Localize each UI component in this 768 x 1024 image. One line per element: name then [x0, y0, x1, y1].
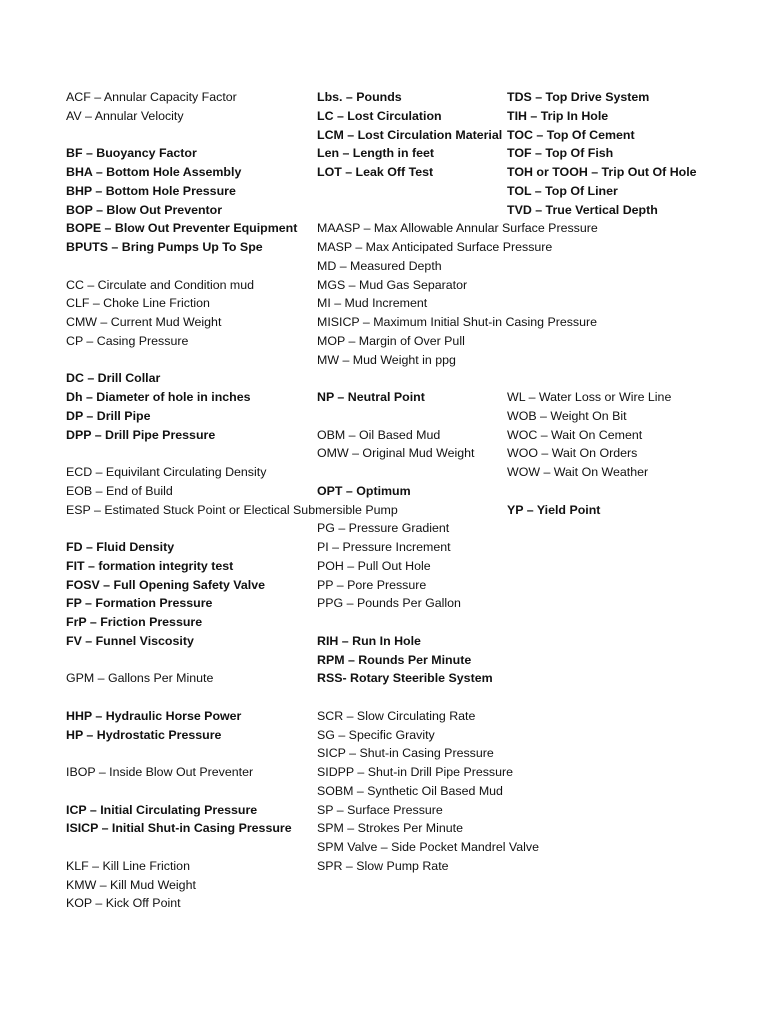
abbreviation-entry: SCR – Slow Circulating Rate — [317, 708, 476, 723]
abbreviation-entry: BF – Buoyancy Factor — [66, 146, 197, 161]
abbreviation-entry: RIH – Run In Hole — [317, 633, 421, 648]
abbreviation-entry: KOP – Kick Off Point — [66, 896, 181, 911]
abbreviation-entry: SG – Specific Gravity — [317, 727, 435, 742]
abbreviation-entry: TVD – True Vertical Depth — [507, 202, 658, 217]
abbreviation-entry: GPM – Gallons Per Minute — [66, 671, 214, 686]
abbreviation-entry: SIDPP – Shut-in Drill Pipe Pressure — [317, 765, 514, 779]
abbreviation-entry: FP – Formation Pressure — [66, 596, 213, 611]
abbreviation-entry: SPM – Strokes Per Minute — [317, 821, 463, 836]
abbreviation-entry: TOL – Top Of Liner — [507, 183, 618, 198]
abbreviation-entry: BHA – Bottom Hole Assembly — [66, 165, 242, 179]
abbreviation-entry: ISICP – Initial Shut-in Casing Pressure — [66, 821, 292, 836]
abbreviation-entry: WOC – Wait On Cement — [507, 427, 643, 442]
abbreviation-entry: AV – Annular Velocity — [66, 108, 184, 123]
abbreviation-entry: LC – Lost Circulation — [317, 108, 442, 123]
abbreviation-entry: CLF – Choke Line Friction — [66, 296, 210, 311]
abbreviation-entry: SOBM – Synthetic Oil Based Mud — [317, 783, 503, 798]
abbreviation-entry: FV – Funnel Viscosity — [66, 633, 194, 648]
abbreviation-entry: Len – Length in feet — [317, 146, 435, 161]
abbreviation-entry: OPT – Optimum — [317, 483, 411, 498]
abbreviation-entry: WOW – Wait On Weather — [507, 465, 649, 479]
abbreviation-entry: MASP – Max Anticipated Surface Pressure — [317, 240, 553, 254]
abbreviation-entry: MD – Measured Depth — [317, 258, 442, 273]
abbreviation-entry: Lbs. – Pounds — [317, 90, 402, 104]
abbreviation-entry: HHP – Hydraulic Horse Power — [66, 708, 242, 723]
abbreviation-entry: HP – Hydrostatic Pressure — [66, 727, 222, 742]
abbreviation-entry: EOB – End of Build — [66, 483, 173, 498]
abbreviation-entry: PG – Pressure Gradient — [317, 521, 450, 536]
abbreviation-entry: SPR – Slow Pump Rate — [317, 858, 449, 873]
abbreviation-entry: Dh – Diameter of hole in inches — [66, 390, 251, 404]
abbreviation-entry: MAASP – Max Allowable Annular Surface Pressure — [317, 221, 598, 236]
abbreviation-entry: WOB – Weight On Bit — [507, 408, 627, 423]
abbreviation-entry: MOP – Margin of Over Pull — [317, 333, 465, 348]
abbreviation-entry: TDS – Top Drive System — [507, 90, 650, 104]
abbreviation-entry: SP – Surface Pressure — [317, 802, 443, 817]
abbreviation-entry: TOF – Top Of Fish — [507, 146, 614, 161]
abbreviation-entry: ICP – Initial Circulating Pressure — [66, 802, 258, 817]
abbreviation-entry: MISICP – Maximum Initial Shut-in Casing Pressure — [317, 315, 598, 329]
abbreviation-entry: RPM – Rounds Per Minute — [317, 652, 472, 667]
abbreviation-entry: FD – Fluid Density — [66, 540, 175, 554]
abbreviation-entry: DP – Drill Pipe — [66, 408, 151, 423]
abbreviation-entry: DPP – Drill Pipe Pressure — [66, 427, 216, 442]
abbreviation-entry: ECD – Equivilant Circulating Density — [66, 465, 267, 479]
abbreviation-entry: BPUTS – Bring Pumps Up To Spe — [66, 240, 263, 254]
abbreviation-entry: PI – Pressure Increment — [317, 540, 451, 554]
abbreviation-entry: CC – Circulate and Condition mud — [66, 277, 255, 292]
abbreviation-entry: TOC – Top Of Cement — [507, 127, 635, 142]
abbreviation-entry: DC – Drill Collar — [66, 371, 161, 386]
abbreviation-entry: KLF – Kill Line Friction — [66, 858, 190, 873]
abbreviation-entry: BHP – Bottom Hole Pressure — [66, 183, 236, 198]
abbreviation-entry: FOSV – Full Opening Safety Valve — [66, 577, 265, 592]
abbreviation-entry: MI – Mud Increment — [317, 296, 428, 311]
abbreviation-entry: RSS- Rotary Steerible System — [317, 671, 493, 686]
abbreviation-entry: LOT – Leak Off Test — [317, 165, 434, 179]
abbreviation-entry: TIH – Trip In Hole — [507, 108, 609, 123]
abbreviation-entry: IBOP – Inside Blow Out Preventer — [66, 765, 254, 779]
abbreviation-entry: OBM – Oil Based Mud — [317, 427, 441, 442]
abbreviation-entry: WL – Water Loss or Wire Line — [507, 390, 672, 404]
abbreviation-entry: MGS – Mud Gas Separator — [317, 277, 468, 292]
abbreviation-entry: MW – Mud Weight in ppg — [317, 352, 456, 367]
abbreviation-entry: SPM Valve – Side Pocket Mandrel Valve — [317, 840, 539, 854]
abbreviation-entry: BOP – Blow Out Preventor — [66, 202, 223, 217]
abbreviation-entry: TOH or TOOH – Trip Out Of Hole — [507, 165, 697, 179]
abbreviation-entry: CP – Casing Pressure — [66, 333, 189, 348]
abbreviation-entry: LCM – Lost Circulation Material — [317, 127, 503, 142]
abbreviation-entry: FrP – Friction Pressure — [66, 615, 203, 629]
abbreviation-entry: WOO – Wait On Orders — [507, 446, 638, 461]
abbreviation-entry: ESP – Estimated Stuck Point or Electical Submersible Pump — [66, 502, 398, 517]
abbreviation-entry: POH – Pull Out Hole — [317, 558, 431, 573]
abbreviation-entry: OMW – Original Mud Weight — [317, 446, 475, 461]
abbreviation-entry: SICP – Shut-in Casing Pressure — [317, 746, 494, 761]
abbreviation-entry: PPG – Pounds Per Gallon — [317, 596, 461, 611]
abbreviation-entry: BOPE – Blow Out Preventer Equipment — [66, 221, 298, 236]
abbreviation-entry: PP – Pore Pressure — [317, 577, 427, 592]
abbreviation-entry: KMW – Kill Mud Weight — [66, 877, 196, 892]
abbreviation-entry: NP – Neutral Point — [317, 390, 425, 404]
abbreviation-entry: YP – Yield Point — [507, 502, 601, 517]
abbreviation-entry: FIT – formation integrity test — [66, 558, 234, 573]
abbreviation-entry: CMW – Current Mud Weight — [66, 315, 222, 329]
abbreviation-entry: ACF – Annular Capacity Factor — [66, 90, 237, 104]
